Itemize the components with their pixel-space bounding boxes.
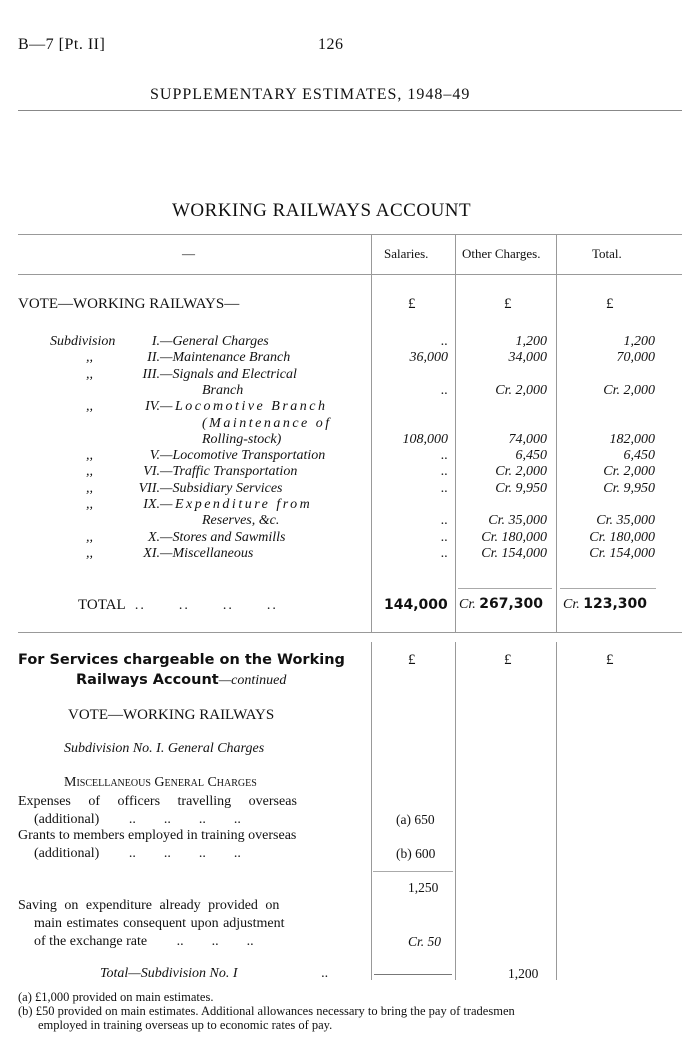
row-total-value: Cr. 35,000 [596, 513, 655, 529]
row-prefix: ,, [86, 545, 93, 561]
item-grants-dots: .. .. .. .. [128, 846, 241, 861]
row-description: —Traffic Transportation [160, 464, 298, 480]
row-total-value: 1,200 [623, 334, 655, 349]
row-description: —Stores and Sawmills [160, 529, 286, 545]
row-description: —Expenditure from [160, 497, 313, 512]
row-other-value: Cr. 35,000 [488, 513, 547, 529]
row-description: (Maintenance of [202, 415, 332, 431]
total-other [459, 596, 543, 613]
row-number: VI. [143, 464, 160, 480]
row-description: —Subsidiary Services [160, 480, 283, 496]
footnote-b-line1: (b) £50 provided on main estimates. Additional allowances necessary to bring the pay of tradesmen [18, 1004, 515, 1018]
row-total-value: Cr. 2,000 [603, 464, 655, 480]
row-prefix: Subdivision [50, 334, 116, 349]
row-number: II. [147, 350, 160, 366]
row-total-value: 6,450 [623, 448, 655, 464]
services-heading: For Services chargeable on the Working [18, 652, 345, 668]
services-currency-salaries: £ [408, 652, 416, 668]
row-other-value: 1,200 [515, 334, 547, 349]
vote-label: VOTE—WORKING RAILWAYS— [18, 296, 240, 312]
saving-line2: main estimates consequent upon adjustment [34, 916, 285, 931]
row-salaries-value: .. [441, 545, 448, 561]
currency-total: £ [606, 296, 614, 312]
subdivision-heading: Subdivision No. I. General Charges [64, 741, 265, 756]
subdivision-total-text: Total—Subdivision No. I [100, 966, 238, 981]
row-number: VII. [138, 480, 160, 496]
saving-line3-text: of the exchange rate [34, 934, 148, 949]
row-description: —Signals and Electrical [160, 366, 297, 382]
column-head-salaries: Salaries. [384, 246, 429, 261]
row-salaries-value: .. [441, 480, 448, 496]
subdivision-total-dash-1 [374, 974, 452, 975]
row-prefix: ,, [86, 399, 93, 415]
section-title: WORKING RAILWAYS ACCOUNT [172, 200, 472, 221]
row-total-value: Cr. 180,000 [589, 529, 655, 545]
item-travel-line2-text: (additional) [34, 812, 100, 827]
item-travel-line2 [34, 812, 241, 828]
row-description: —Maintenance Branch [160, 350, 291, 366]
row-other-value: Cr. 154,000 [481, 545, 547, 561]
total-total-value: 123,300 [583, 596, 647, 612]
page-title: SUPPLEMENTARY ESTIMATES, 1948–49 [150, 86, 471, 103]
row-number: X. [147, 529, 160, 545]
item-travel-dots: .. .. .. .. [128, 812, 241, 827]
row-total-value: Cr. 154,000 [589, 545, 655, 561]
row-salaries-value: .. [441, 448, 448, 464]
column-head-other: Other Charges. [462, 246, 541, 261]
item-grants-line2 [34, 846, 241, 862]
total-label-text: TOTAL [78, 597, 126, 613]
total-other-cr: Cr. [459, 597, 476, 612]
lower-col-divider-1 [371, 642, 372, 980]
services-heading-continued: —continued [218, 673, 287, 688]
item-travel-value: (a) 650 [396, 812, 435, 827]
item-travel-line1: Expenses of officers travelling overseas [18, 794, 297, 809]
total-salaries: 144,000 [384, 597, 448, 613]
row-salaries-value: 36,000 [409, 350, 448, 366]
row-description: Rolling-stock) [202, 431, 282, 447]
row-other-value: 6,450 [515, 448, 547, 464]
total-total-cr: Cr. [563, 597, 580, 612]
row-prefix: ,, [86, 448, 93, 464]
row-description: —General Charges [160, 334, 269, 349]
total-total [563, 596, 647, 613]
subtotal-rule [373, 871, 453, 872]
currency-salaries: £ [408, 296, 416, 312]
row-salaries-value: .. [441, 382, 448, 398]
row-other-value: Cr. 2,000 [495, 464, 547, 480]
header-row-rule [18, 274, 682, 275]
row-number: IV. [145, 399, 160, 415]
row-number: XI. [143, 545, 160, 561]
row-prefix: ,, [86, 529, 93, 545]
page-ref: B—7 [Pt. II] [18, 36, 106, 53]
currency-other: £ [504, 296, 512, 312]
item-grants-value: (b) 600 [396, 846, 436, 861]
services-heading-line2 [76, 671, 286, 689]
row-description: —Locomotive Transportation [160, 448, 326, 464]
row-number: V. [149, 448, 160, 464]
row-other-value: Cr. 9,950 [495, 480, 547, 496]
column-head-total: Total. [592, 246, 622, 261]
total-label [78, 597, 278, 614]
row-salaries-value: 108,000 [402, 431, 448, 447]
lower-col-divider-3 [556, 642, 557, 980]
item-grants-line2-text: (additional) [34, 846, 100, 861]
section-divider-rule [18, 632, 682, 633]
total-rule-other [458, 588, 552, 589]
row-number: IX. [143, 497, 160, 512]
row-other-value: 74,000 [508, 431, 547, 447]
row-prefix: ,, [86, 350, 93, 366]
saving-dots: .. .. .. [176, 934, 254, 949]
row-other-value: 34,000 [508, 350, 547, 366]
row-prefix: ,, [86, 497, 93, 512]
subdivision-total-label [100, 966, 328, 982]
row-salaries-value: .. [441, 464, 448, 480]
total-rule-total [560, 588, 656, 589]
row-prefix: ,, [86, 480, 93, 496]
saving-value: Cr. 50 [408, 934, 442, 949]
services-vote-label: VOTE—WORKING RAILWAYS [68, 707, 275, 723]
row-description: Branch [202, 382, 244, 398]
saving-line1: Saving on expenditure already provided on [18, 898, 280, 913]
row-prefix: ,, [86, 464, 93, 480]
footnote-b-line2: employed in training overseas up to economic rates of pay. [38, 1018, 333, 1032]
col-divider-2 [455, 234, 456, 632]
item-grants-line1: Grants to members employed in training overseas [18, 828, 297, 843]
column-head-blank: — [182, 246, 195, 261]
header-rule [18, 110, 682, 111]
row-prefix: ,, [86, 366, 93, 382]
services-currency-total: £ [606, 652, 614, 668]
row-salaries-value: .. [441, 529, 448, 545]
row-other-value: Cr. 180,000 [481, 529, 547, 545]
row-number: I. [151, 334, 160, 349]
row-total-value: Cr. 2,000 [603, 382, 655, 398]
footnote-a: (a) £1,000 provided on main estimates. [18, 990, 214, 1004]
col-divider-1 [371, 234, 372, 632]
table-top-rule [18, 234, 682, 235]
row-total-value: 70,000 [616, 350, 655, 366]
row-salaries-value: .. [441, 334, 448, 349]
row-description: Reserves, &c. [202, 513, 280, 529]
col-divider-3 [556, 234, 557, 632]
subtotal-value: 1,250 [408, 880, 439, 895]
row-total-value: Cr. 9,950 [603, 480, 655, 496]
total-other-value: 267,300 [479, 596, 543, 612]
total-leader-dots: .. .. .. .. [134, 598, 278, 613]
services-heading-text: Railways Account [76, 672, 219, 688]
row-total-value: 182,000 [609, 431, 655, 447]
row-number: III. [142, 366, 160, 382]
row-description: —Miscellaneous [160, 545, 254, 561]
subdivision-total-value: 1,200 [508, 966, 539, 981]
saving-line3 [34, 934, 254, 950]
services-currency-other: £ [504, 652, 512, 668]
row-other-value: Cr. 2,000 [495, 382, 547, 398]
misc-heading: Miscellaneous General Charges [64, 775, 257, 790]
subdivision-total-dots: .. [321, 966, 329, 981]
row-description: —Locomotive Branch [160, 399, 328, 415]
lower-col-divider-2 [455, 642, 456, 980]
row-salaries-value: .. [441, 513, 448, 529]
page-number: 126 [318, 36, 344, 53]
